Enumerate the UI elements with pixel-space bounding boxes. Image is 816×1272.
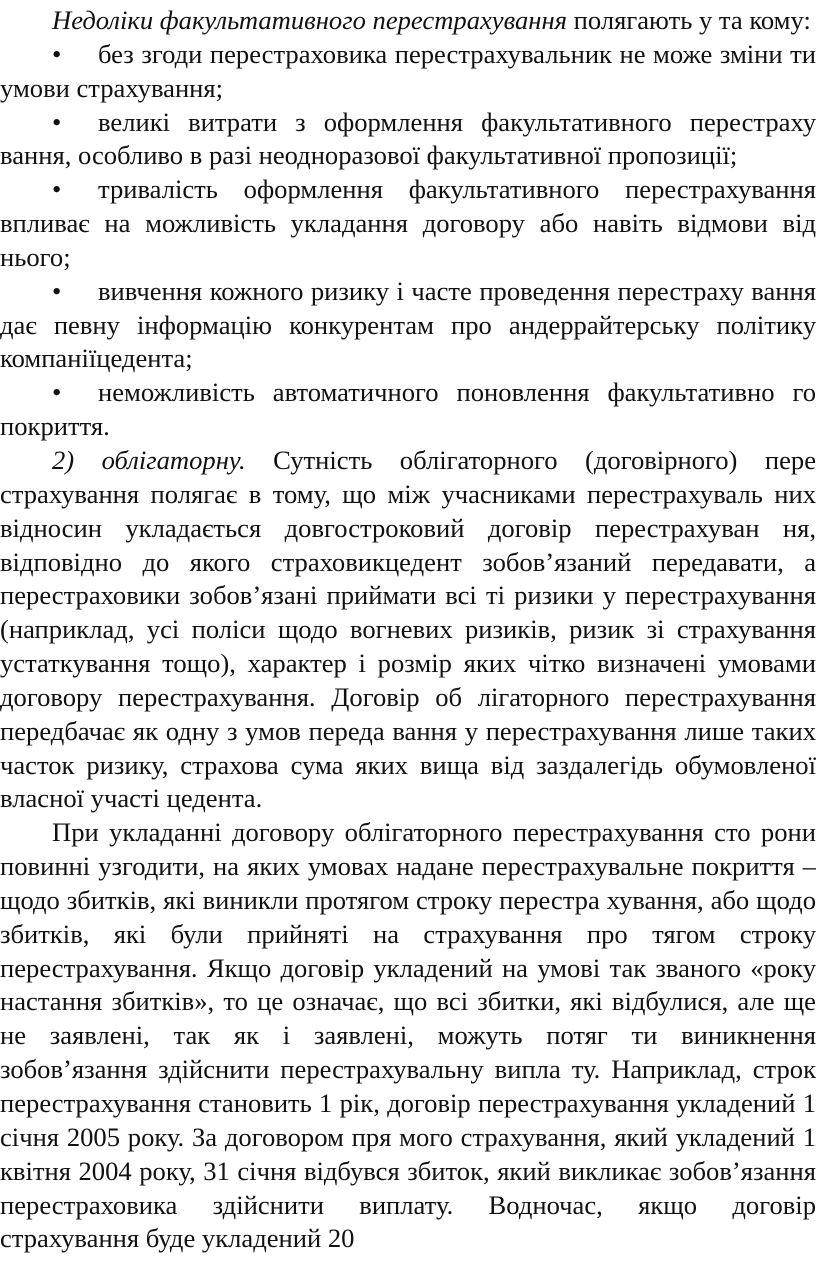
bullet-text: вивчення кожного ризику і часте проведення перестраху вання дає певну інформацію конкурентам про андеррайтерську політику компаніїцедента; bbox=[0, 275, 816, 374]
bullet-text: без згоди перестраховика перестрахувальник не може зміни ти умови страхування; bbox=[0, 38, 816, 103]
bullet-item-1 bbox=[0, 38, 816, 106]
bullet-text: великі витрати з оформлення факультативного перестраху вання, особливо в разі неодноразової факультативної пропозиції; bbox=[0, 106, 816, 171]
bullet-icon: • bbox=[52, 275, 62, 306]
obligatory-paragraph bbox=[0, 444, 816, 816]
closing-paragraph: При укладанні договору облігаторного перестрахування сто рони повинні узгодити, на яких умовах надане перестрахувальне покриття – щодо збитків, які виникли протягом строку перестра хування, або щодо збитків, які були прийняті на страхування про тягом строку перестрахування. Якщо договір укладений на умові так званого «року настання збитків», то це означає, що всі збитки, які відбулися, але ще не заявлені, так як і заявлені, можуть потяг ти виникнення зобов’язання здійснити перестрахувальну випла ту. Наприклад, строк перестрахування становить 1 рік, договір перестрахування укладений 1 січня 2005 року. За договором пря мого страхування, який укладений 1 квітня 2004 року, 31 січня відбувся збиток, який викликає зобов’язання перестраховика здійснити виплату. Водночас, якщо договір страхування буде укладений 20 bbox=[0, 817, 816, 1254]
bullet-item-3 bbox=[0, 173, 816, 275]
obligatory-italic-lead: 2) облігаторну. bbox=[52, 444, 246, 475]
intro-italic-lead: Недоліки факультативного перестрахування bbox=[52, 5, 568, 35]
bullet-icon: • bbox=[52, 106, 62, 137]
bullet-icon: • bbox=[52, 174, 62, 205]
bullet-item-5 bbox=[0, 376, 816, 444]
intro-paragraph bbox=[0, 4, 816, 38]
obligatory-text: Сутність облігаторного (договірного) пере страхування полягає в тому, що між учасниками перестрахуваль них відносин укладається довгостроковий договір перестрахуван ня, відповідно до якого страховикцедент зобов’язаний передавати, а перестраховики зобов’язані приймати всі ті ризики у перестрахування (наприклад, усі поліси щодо вогневих ризиків, ризик зі страхування устаткування тощо), характер і розмір яких чітко визначені умовами договору перестрахування. Договір об лігаторного перестрахування передбачає як одну з умов переда вання у перестрахування лише таких часток ризику, страхова сума яких вища від заздалегідь обумовленої власної участі цедента. bbox=[0, 444, 816, 814]
bullet-item-2 bbox=[0, 106, 816, 174]
bullet-text: тривалість оформлення факультативного перестрахування впливає на можливість укладання договору або навіть відмови від нього; bbox=[0, 174, 816, 272]
bullet-icon: • bbox=[52, 38, 62, 69]
bullet-text: неможливість автоматичного поновлення факультативно го покриття. bbox=[0, 377, 816, 442]
bullet-item-4 bbox=[0, 275, 816, 377]
bullet-icon: • bbox=[52, 377, 62, 408]
intro-text: полягають у та кому: bbox=[567, 5, 811, 35]
